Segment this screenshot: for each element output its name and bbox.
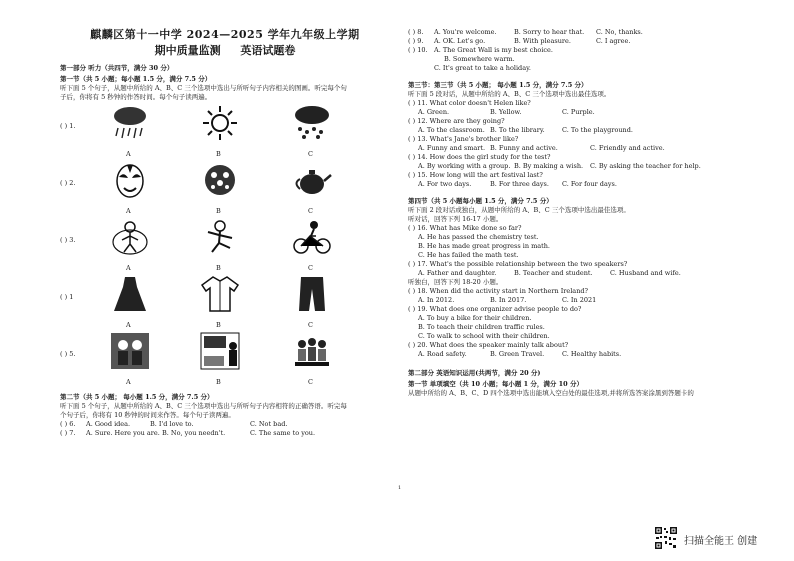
option-a: A. Father and daughter. [418, 269, 497, 277]
option-c: C. To the playground. [562, 126, 633, 134]
option-a: A. OK. Let's go. [434, 37, 486, 45]
teapot-icon [292, 161, 332, 199]
question-8 [408, 28, 758, 37]
choice-labels [60, 207, 390, 216]
option-a: A. Sure. Here you are. [86, 429, 160, 437]
sec2-instruction-2: 个句子后，你将有 10 秒钟的时间来作答。每个句子读两遍。 [60, 411, 235, 419]
part2-sec1-instruction: 从题中所给的 A、B、C、D 四个选项中选出能填入空白处的最佳选项,并将所选答案涂黑到答题卡的 [408, 389, 694, 397]
option-b: B. No, you needn't. [162, 429, 226, 437]
option-b: B. He has made great progress in math. [418, 242, 551, 250]
part1-heading: 第一部分 听力（共四节，满分 30 分） [60, 64, 174, 72]
option-a: A. Good idea. [86, 420, 131, 428]
answer-slot[interactable]: ( ) 3. [60, 236, 76, 244]
page-title: 麒麟区第十一中学 2024—2025 学年九年级上学期 [90, 28, 360, 41]
sec3-heading: 第三节：第三节（共 5 小题； 每小题 1.5 分，满分 7.5 分） [408, 81, 588, 89]
option-c: C. The same to you. [250, 429, 316, 437]
skating-icon [200, 218, 240, 256]
question-14: ( ) 14. How does the girl study for the test? [408, 153, 551, 161]
question-17: ( ) 17. What's the possible relationship between the two speakers? [408, 260, 628, 268]
question-16: ( ) 16. What has Mike done so far? [408, 224, 522, 232]
option-a: A. He has passed the chemistry test. [418, 233, 539, 241]
picture-row-4 [60, 275, 390, 319]
option-b: B. Somewhere warm. [444, 55, 515, 63]
question-7 [60, 429, 390, 438]
subtitle-monitoring: 期中质量监测 [154, 44, 221, 57]
option-a: A. In 2012. [418, 296, 455, 304]
rain-cloud-icon [110, 104, 150, 142]
answer-slot[interactable]: ( ) 5. [60, 350, 76, 358]
question-20-options [408, 350, 758, 359]
dress-icon [110, 275, 150, 313]
option-b: B. Green Travel. [490, 350, 545, 358]
option-a: A. Funny and smart. [418, 144, 486, 152]
sec4-instruction-2: 听对话，回答下列 16-17 小题。 [408, 215, 503, 223]
answer-slot[interactable]: ( ) 8. [408, 28, 424, 36]
label-c: C [308, 378, 313, 386]
question-11-options [408, 108, 758, 117]
label-a: A [126, 378, 131, 386]
choice-labels [60, 150, 390, 159]
sec3-instruction: 听下面 5 段对话，从题中所给的 A、B、C 三个选项中选出最佳选项。 [408, 90, 611, 98]
paper-cut-icon [200, 161, 240, 199]
option-c: C. He has failed the math test. [418, 251, 519, 259]
question-11: ( ) 11. What color doesn't Helen like? [408, 99, 531, 107]
sub18-instruction: 听独白，回答下列 18-20 小题。 [408, 278, 503, 286]
answer-slot[interactable]: ( ) 1. [60, 122, 76, 130]
shirt-icon [200, 275, 240, 313]
option-c: C. By asking the teacher for help. [590, 162, 701, 170]
label-b: B [216, 207, 221, 215]
picture-row-5 [60, 332, 390, 376]
option-c: C. It's great to take a holiday. [434, 64, 531, 72]
page-subtitle [60, 44, 390, 58]
option-a: A. To the classroom. [418, 126, 485, 134]
label-a: A [126, 321, 131, 329]
label-b: B [216, 150, 221, 158]
answer-slot[interactable]: ( ) 2. [60, 179, 76, 187]
trousers-icon [292, 275, 332, 313]
sec2-heading: 第二节（共 5 小题； 每小题 1.5 分，满分 7.5 分） [60, 393, 214, 401]
question-12: ( ) 12. Where are they going? [408, 117, 505, 125]
picture-row-1 [60, 104, 390, 148]
choice-labels [60, 378, 390, 387]
option-a: A. Green. [418, 108, 450, 116]
option-b: B. To teach their children traffic rules. [418, 323, 545, 331]
storm-cloud-icon [292, 104, 332, 142]
option-a: A. Road safety. [418, 350, 467, 358]
label-b: B [216, 378, 221, 386]
right-column [408, 28, 758, 398]
qr-code-icon [654, 526, 678, 550]
option-b: B. To the library. [490, 126, 545, 134]
option-c: C. Friendly and active. [590, 144, 665, 152]
label-a: A [126, 264, 131, 272]
label-c: C [308, 150, 313, 158]
opera-mask-icon [110, 161, 150, 199]
jump-rope-icon [110, 218, 150, 256]
picture-row-2 [60, 161, 390, 205]
option-c: C. No, thanks. [596, 28, 643, 36]
picture-row-3 [60, 218, 390, 262]
option-a: A. To buy a bike for their children. [418, 314, 532, 322]
option-b: B. With pleasure. [514, 37, 571, 45]
option-c: C. Purple. [562, 108, 595, 116]
answer-slot[interactable]: ( ) 7. [60, 429, 76, 437]
choice-labels [60, 321, 390, 330]
question-14-options [408, 162, 758, 171]
answer-slot[interactable]: ( ) 10. [408, 46, 428, 54]
option-a: A. For two days. [418, 180, 472, 188]
sun-icon [200, 104, 240, 142]
classroom-scene-icon [200, 332, 240, 370]
label-a: A [126, 207, 131, 215]
left-column [60, 28, 390, 438]
sec1-heading: 第一节（共 5 小题；每小题 1.5 分，满分 7.5 分） [60, 75, 212, 83]
part2-heading: 第二部分 英语知识运用(共两节，满分 20 分) [408, 369, 541, 377]
option-b: B. In 2017. [490, 296, 527, 304]
part2-sec1-heading: 第一节 单项填空（共 10 小题；每小题 1 分，满分 10 分） [408, 380, 583, 388]
question-6 [60, 420, 390, 429]
option-b: B. By making a wish. [514, 162, 584, 170]
cycling-icon [292, 218, 332, 256]
option-a: A. The Great Wall is my best choice. [434, 46, 553, 54]
question-13: ( ) 13. What's Jane's brother like? [408, 135, 519, 143]
question-15: ( ) 15. How long will the art festival last? [408, 171, 543, 179]
sec1-instruction-2: 子后，你将有 5 秒钟的作答时间。每个句子读两遍。 [60, 93, 212, 101]
family-scene-icon [110, 332, 150, 370]
label-b: B [216, 264, 221, 272]
question-19: ( ) 19. What does one organizer advise people to do? [408, 305, 582, 313]
option-a: A. By working with a group. [418, 162, 511, 170]
question-17-options [408, 269, 758, 278]
sec4-instruction-1: 听下面 2 段对话或独白，从题中所给的 A、B、C 三个选项中选出最佳选项。 [408, 206, 630, 214]
page-number: 1 [398, 485, 402, 491]
option-b: B. Yellow. [490, 108, 522, 116]
answer-slot[interactable]: ( ) 6. [60, 420, 76, 428]
choice-labels [60, 264, 390, 273]
sec4-heading: 第四节（共 5 小题每小题 1.5 分，满分 7.5 分） [408, 197, 553, 205]
label-c: C [308, 321, 313, 329]
option-b: B. For three days. [490, 180, 549, 188]
option-a: A. You're welcome. [434, 28, 497, 36]
question-12-options [408, 126, 758, 135]
option-c: C. Husband and wife. [610, 269, 681, 277]
option-c: C. I agree. [596, 37, 631, 45]
option-b: B. Teacher and student. [514, 269, 593, 277]
option-c: C. In 2021 [562, 296, 597, 304]
subtitle-english: 英语试题卷 [240, 44, 296, 57]
question-18: ( ) 18. When did the activity start in Northern Ireland? [408, 287, 589, 295]
label-c: C [308, 207, 313, 215]
option-c: C. For four days. [562, 180, 617, 188]
label-b: B [216, 321, 221, 329]
label-c: C [308, 264, 313, 272]
question-15-options [408, 180, 758, 189]
sec2-instruction-1: 听下面 5 个句子，从题中所给的 A、B、C 三个选项中选出与所听句子内容相符的正确答语。听完每 [60, 402, 347, 410]
option-b: B. Funny and active. [490, 144, 558, 152]
sec1-instruction-1: 听下面 5 个句子，从题中所给的 A、B、C 三个选项中选出与所听句子内容相关的图画。听完每个句 [60, 84, 347, 92]
answer-slot[interactable]: ( ) 9. [408, 37, 424, 45]
question-20: ( ) 20. What does the speaker mainly talk about? [408, 341, 569, 349]
option-c: C. Not bad. [250, 420, 288, 428]
question-18-options [408, 296, 758, 305]
scanner-watermark: 扫描全能王 创建 [684, 536, 758, 547]
party-scene-icon [292, 332, 332, 370]
option-b: B. Sorry to hear that. [514, 28, 585, 36]
option-c: C. Healthy habits. [562, 350, 622, 358]
label-a: A [126, 150, 131, 158]
question-10 [408, 46, 758, 55]
question-13-options [408, 144, 758, 153]
answer-slot[interactable]: ( ) 1 [60, 293, 74, 301]
question-9 [408, 37, 758, 46]
option-b: B. I'd love to. [150, 420, 194, 428]
option-c: C. To walk to school with their children. [418, 332, 550, 340]
